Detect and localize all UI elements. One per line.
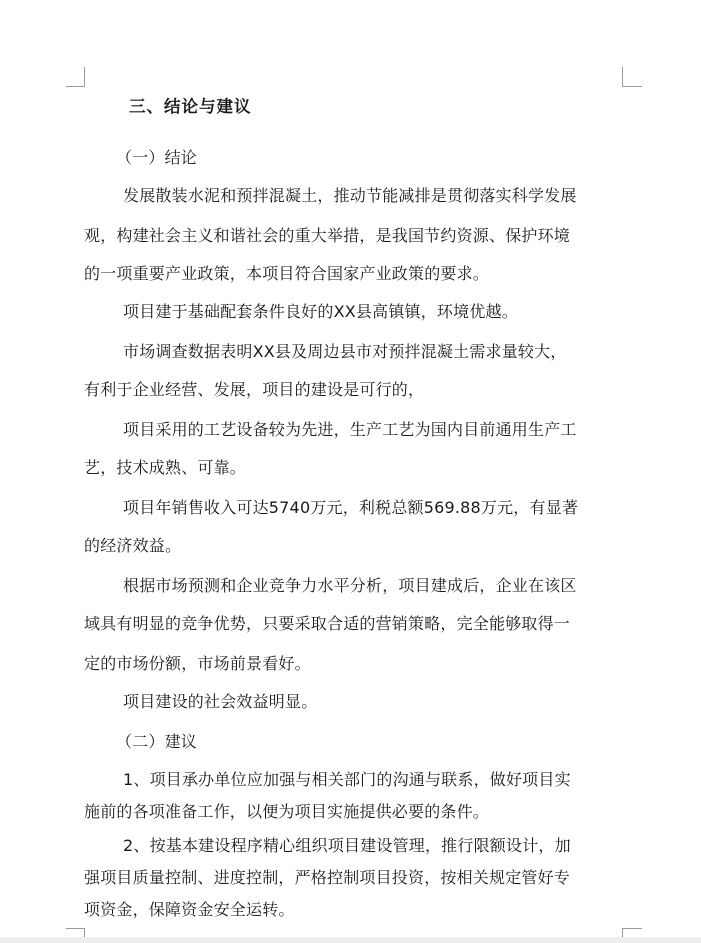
crop-mark-bottom-right-h xyxy=(622,928,642,929)
recommendation-heading: （二）建议 xyxy=(116,732,198,751)
paragraph-line: 项目采用的工艺设备较为先进，生产工艺为国内目前通用生产工 xyxy=(123,420,577,439)
paragraph-line: 有利于企业经营、发展，项目的建设是可行的， xyxy=(84,380,425,399)
paragraph-line: 市场调查数据表明XX县及周边县市对预拌混凝土需求量较大， xyxy=(123,342,567,361)
conclusion-heading: （一）结论 xyxy=(116,148,198,167)
crop-mark-top-right-v xyxy=(622,67,623,87)
paragraph-line: 域具有明显的竞争优势，只要采取合适的营销策略，完全能够取得一 xyxy=(84,614,571,633)
page-bottom-edge xyxy=(0,937,701,943)
paragraph-line: 项目年销售收入可达5740万元，利税总额569.88万元，有显著 xyxy=(123,498,579,517)
crop-mark-top-left-h xyxy=(66,86,85,87)
paragraph-line: 根据市场预测和企业竞争力水平分析，项目建成后，企业在该区 xyxy=(123,576,577,595)
paragraph-line: 的经济效益。 xyxy=(84,536,182,555)
crop-mark-bottom-left-h xyxy=(66,928,85,929)
paragraph-line: 2、按基本建设程序精心组织项目建设管理，推行限额设计，加 xyxy=(123,836,571,855)
paragraph-line: 强项目质量控制、进度控制，严格控制项目投资，按相关规定管好专 xyxy=(84,868,571,887)
section-title: 三、结论与建议 xyxy=(129,97,252,116)
paragraph-line: 观，构建社会主义和谐社会的重大举措，是我国节约资源、保护环境 xyxy=(84,226,571,245)
paragraph-line: 项目建设的社会效益明显。 xyxy=(123,692,318,711)
paragraph-line: 定的市场份额，市场前景看好。 xyxy=(84,654,311,673)
paragraph-line: 项资金，保障资金安全运转。 xyxy=(84,900,295,919)
paragraph-line: 1、项目承办单位应加强与相关部门的沟通与联系，做好项目实 xyxy=(123,770,571,789)
paragraph-line: 项目建于基础配套条件良好的XX县高镇镇，环境优越。 xyxy=(123,302,518,321)
paragraph-line: 艺，技术成熟、可靠。 xyxy=(84,458,247,477)
crop-mark-top-right-h xyxy=(622,86,642,87)
crop-mark-top-left-v xyxy=(84,67,85,87)
paragraph-line: 发展散装水泥和预拌混凝土，推动节能减排是贯彻落实科学发展 xyxy=(123,186,577,205)
paragraph-line: 施前的各项准备工作，以便为项目实施提供必要的条件。 xyxy=(84,802,490,821)
paragraph-line: 的一项重要产业政策，本项目符合国家产业政策的要求。 xyxy=(84,264,490,283)
